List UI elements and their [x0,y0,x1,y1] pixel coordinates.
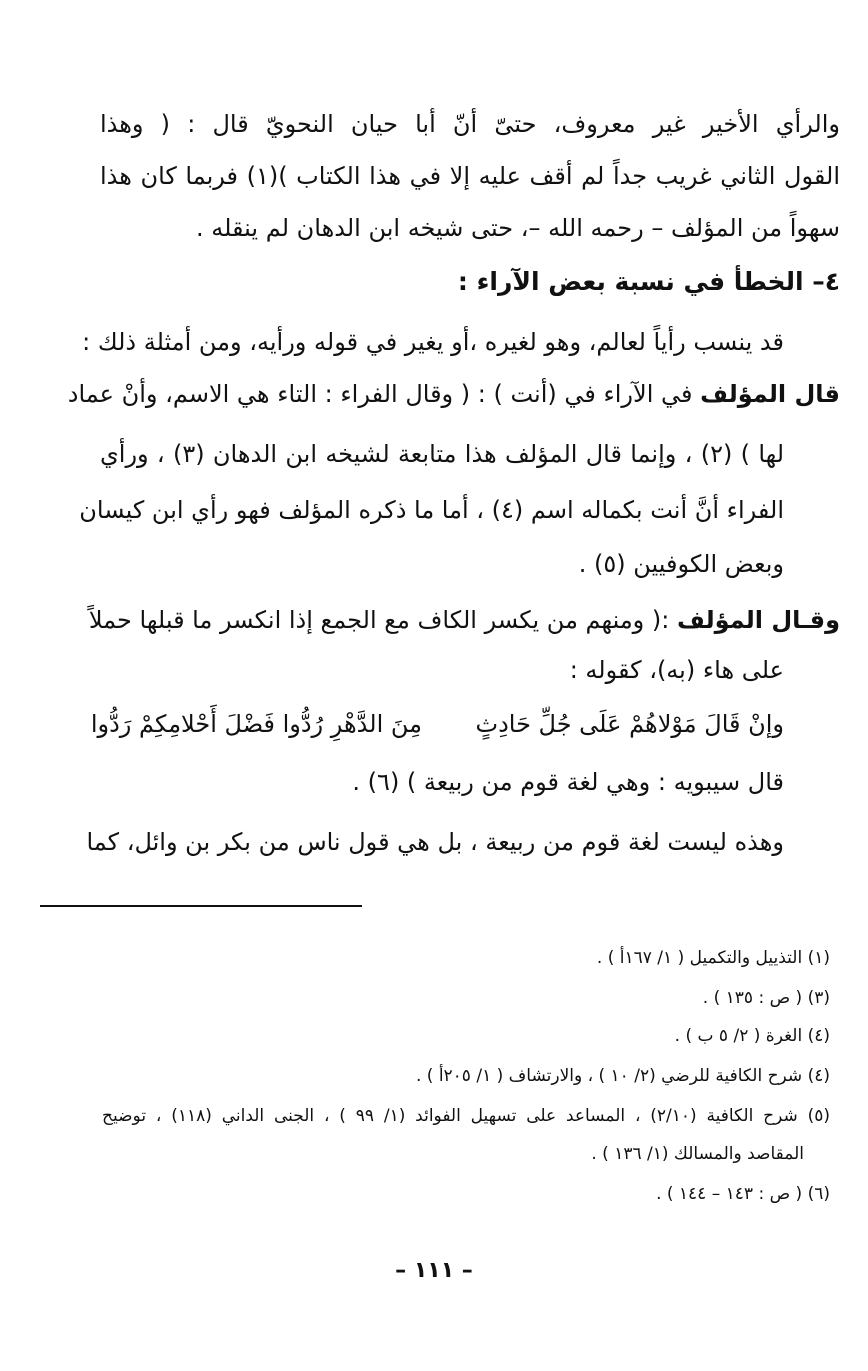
text-line-5: قد ينسب رأياً لعالم، وهو لغيره ،أو يغير في قوله ورأيه، ومن أمثلة ذلك : [82,328,784,356]
poem-hemistich-2: مِنَ الدَّهْرِ رُدُّوا فَضْلَ أَحْلامِكِمْ رَدُّوا [90,710,422,738]
footnote-1: (١) التذييل والتكميل ( ١/ ١٦٧أ ) . [596,948,830,968]
footnote-5-continued: المقاصد والمسالك (١/ ١٣٦ ) . [591,1144,804,1164]
text-line-2: القول الثاني غريب جداً لم أقف عليه إلا في هذا الكتاب )(١) فربما كان هذا [100,162,840,190]
text-line-6 [67,370,840,418]
text-line-7: لها ) (٢) ، وإنما قال المؤلف هذا متابعة لشيخه ابن الدهان (٣) ، ورأي [100,440,785,468]
poem-hemistich-1: وإنْ قَالَ مَوْلاهُمْ عَلَى جُلِّ حَادِثٍ [475,710,784,738]
text-line-8: الفراء أنَّ أنت بكماله اسم (٤) ، أما ما ذكره المؤلف فهو رأي ابن كيسان [79,496,784,524]
page-number: – ١١١ – [395,1258,473,1283]
text-line-3: سهواً من المؤلف – رحمه الله –، حتى شيخه ابن الدهان لم ينقله . [195,214,840,242]
section-heading: ٤– الخطأ في نسبة بعض الآراء : [457,267,840,296]
text-line-10 [88,596,840,644]
text-line-1: والرأي الأخير غير معروف، حتىّ أنّ أبا حيان النحويّ قال : ( وهذا [100,110,840,138]
footnote-5: (٥) شرح الكافية (٢/١٠) ، المساعد على تسهيل الفوائد (١/ ٩٩ ) ، الجنى الداني (١١٨) ، توضيح [102,1106,830,1126]
footnote-4: (٤) شرح الكافية للرضي (٢/ ١٠ ) ، والارتشاف ( ١/ ٢٠٥أ ) . [415,1066,830,1086]
footnote-2: (٣) ( ص : ١٣٥ ) . [702,988,830,1008]
author-label-2: وقـال المؤلف [677,606,840,634]
footnote-divider [40,905,362,907]
text-line-13: قال سيبويه : وهي لغة قوم من ربيعة ) (٦) . [352,768,784,796]
text-line-9: وبعض الكوفيين (٥) . [578,550,784,578]
footnote-3: (٤) الغرة ( ٢/ ٥ ب ) . [674,1026,830,1046]
author-label: قال المؤلف [700,380,840,408]
text-line-14: وهذه ليست لغة قوم من ربيعة ، بل هي قول ناس من بكر بن وائل، كما [86,828,784,856]
text-line-10-body: :( ومنهم من يكسر الكاف مع الجمع إذا انكسر ما قبلها حملاً [88,606,670,634]
text-line-6-body: في الآراء في (أنت ) : ( وقال الفراء : التاء هي الاسم، وأنْ عماد [67,380,693,408]
footnote-6: (٦) ( ص : ١٤٣ – ١٤٤ ) . [656,1184,830,1204]
text-line-11: على هاء (به)، كقوله : [569,656,784,684]
